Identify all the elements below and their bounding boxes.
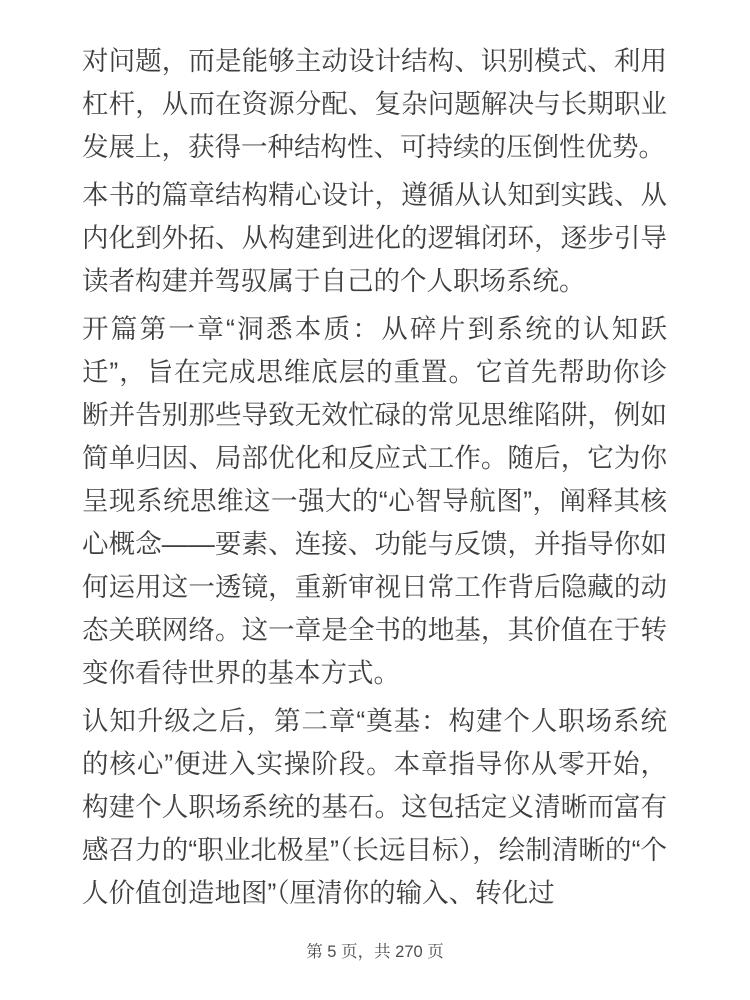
- paragraph: 本书的篇章结构精心设计，遵循从认知到实践、从内化到外拓、从构建到进化的逻辑闭环，逐步引导读者构建并驾驭属于自己的个人职场系统。: [82, 180, 667, 296]
- page-text-content: [82, 40, 667, 920]
- paragraph: 对问题，而是能够主动设计结构、识别模式、利用杠杆，从而在资源分配、复杂问题解决与长期职业发展上，获得一种结构性、可持续的压倒性优势。: [82, 46, 667, 162]
- paragraph: 开篇第一章“洞悉本质：从碎片到系统的认知跃迁”，旨在完成思维底层的重置。它首先帮助你诊断并告别那些导致无效忙碌的常见思维陷阱，例如简单归因、局部优化和反应式工作。随后，它为你呈现系统思维这一强大的“心智导航图”，阐释其核心概念——要素、连接、功能与反馈，并指导你如何运用这一透镜，重新审视日常工作背后隐藏的动态关联网络。这一章是全书的地基，其价值在于转变你看待世界的基本方式。: [82, 314, 667, 688]
- page-number-indicator: 第 5 页，共 270 页: [306, 943, 444, 961]
- paragraph: 认知升级之后，第二章“奠基：构建个人职场系统的核心”便进入实操阶段。本章指导你从零开始，构建个人职场系统的基石。这包括定义清晰而富有感召力的“职业北极星”（长远目标），绘制清晰的“个人价值创造地图”（厘清你的输入、转化过: [82, 706, 667, 908]
